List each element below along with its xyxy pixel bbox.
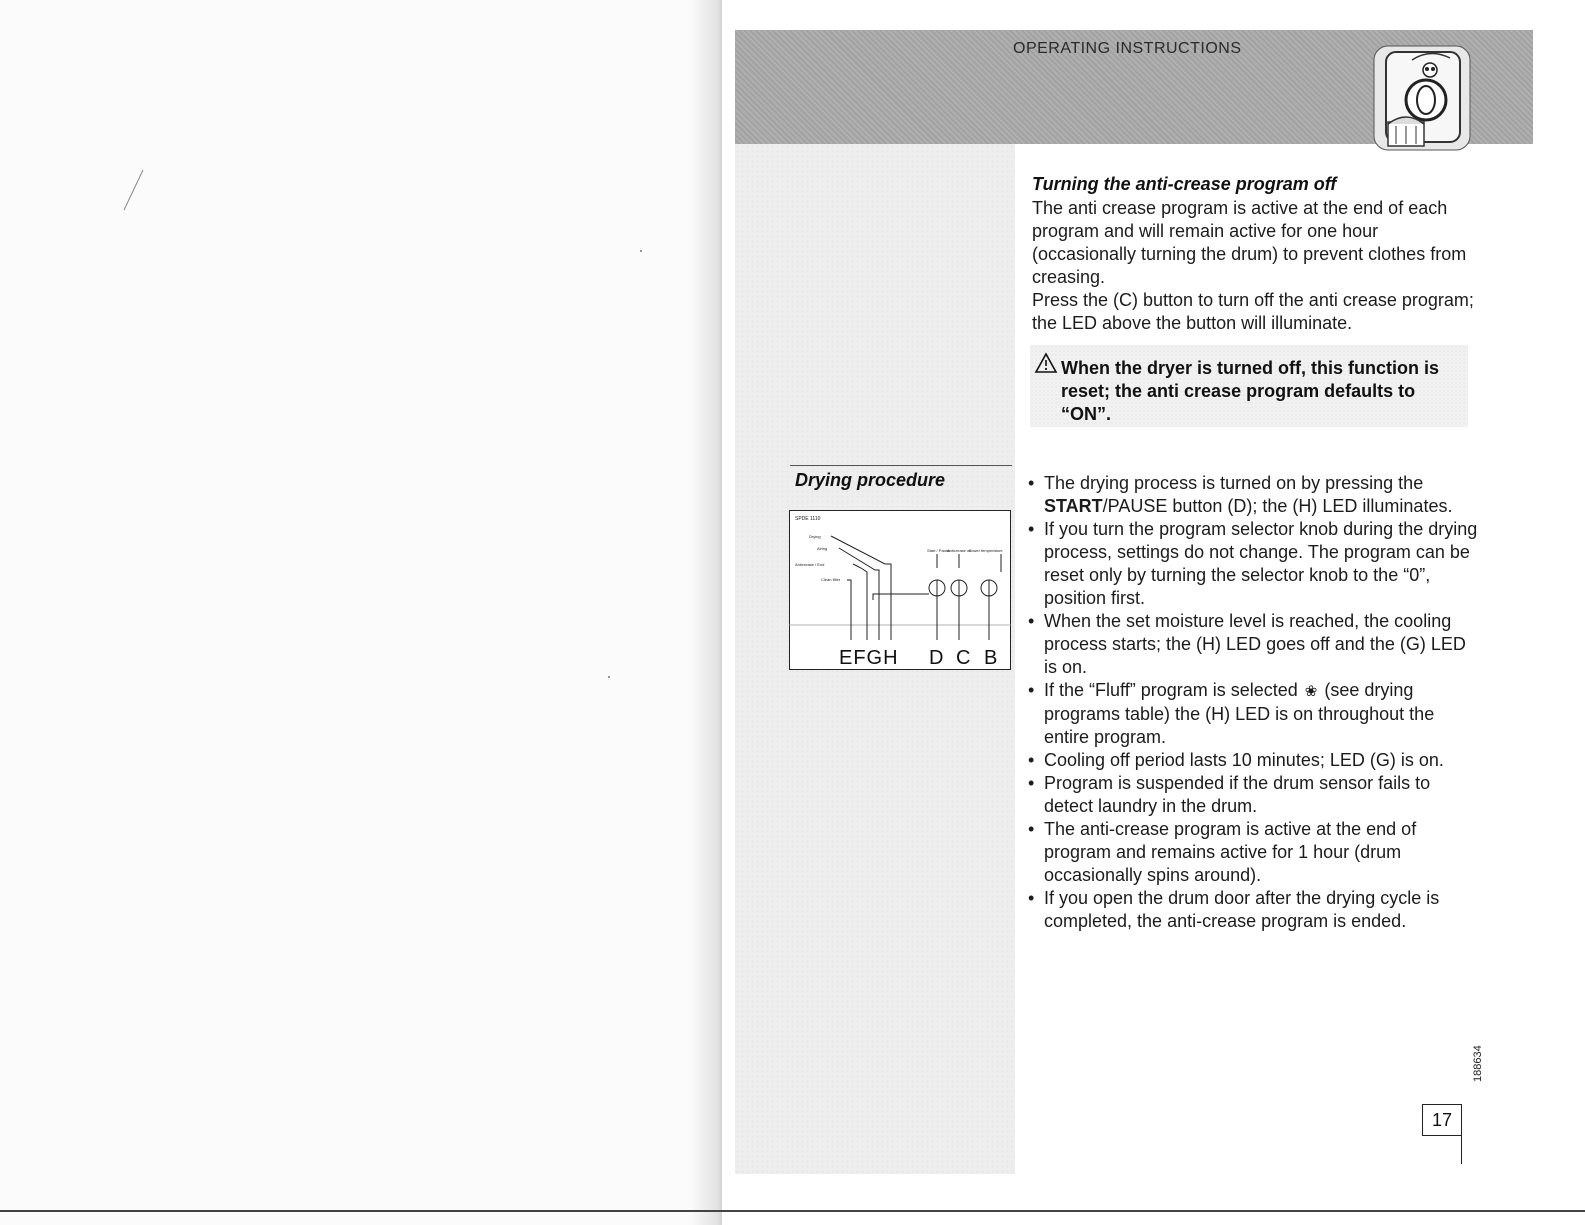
speck [608,676,610,678]
start-keyword: START [1044,496,1103,516]
list-item-text-before: If the “Fluff” program is selected [1044,680,1298,700]
control-panel-diagram [789,510,1011,670]
left-blank-page [0,0,722,1225]
list-item: • When the set moisture level is reached, the cooling process starts; the (H) LED goes off and the (G) LED is on. [1028,610,1483,679]
list-item: • If you open the drum door after the drying cycle is completed, the anti-crease program is ended. [1028,887,1483,933]
panel-letter-b: B [984,647,998,669]
anti-crease-paragraph-2: Press the (C) button to turn off the anti crease program; the LED above the button will illuminate. [1032,290,1474,333]
warning-text: When the dryer is turned off, this function is reset; the anti crease program defaults to “ON”. [1061,358,1440,424]
list-item-rest: /PAUSE button (D); the (H) LED illuminates. [1102,496,1453,516]
list-item-text-after: (see drying programs table) the (H) LED is on throughout the entire program. [1044,680,1435,747]
drying-procedure-list [1028,472,1483,933]
list-item [1028,679,1483,749]
list-item: • If you turn the program selector knob during the drying process, settings do not change. The program can be reset only by turning the selector knob to the “0”, position first. [1028,518,1483,610]
dryer-illustration [1370,44,1474,152]
panel-label-airing: Airing [817,546,828,551]
anti-crease-body [1032,197,1482,335]
page-number: 17 [1422,1104,1462,1136]
panel-label-start-pause: Start / Pause [927,548,951,553]
panel-label-clean-filter: Clean filter [821,577,841,582]
list-item: • Program is suspended if the drum sensor fails to detect laundry in the drum. [1028,772,1483,818]
page-number-rule [1461,1104,1462,1164]
panel-label-anticrease: Anticrease / End [795,562,825,567]
document-code: 188634 [1472,1045,1484,1082]
panel-letter-c: C [956,647,971,669]
list-item: • The anti-crease program is active at the end of program and remains active for 1 hour (drum occasionally spins around). [1028,818,1483,887]
warning-triangle-icon [1034,352,1058,374]
panel-label-anticrease-off: Anticrease off [947,548,972,553]
page-header-title: OPERATING INSTRUCTIONS [1013,40,1242,57]
speck [640,250,642,252]
panel-label-lower-temp: Lower temperature [969,548,1003,553]
panel-model-label: SPDE 1110 [795,516,821,522]
drying-procedure-heading: Drying procedure [795,470,946,490]
fluff-fan-icon: ❀ [1304,683,1318,700]
panel-label-drying: Drying [809,534,821,539]
panel-letter-d: D [929,647,944,669]
pencil-mark [118,165,148,215]
side-heading-rule [790,465,1012,466]
anti-crease-section-title: Turning the anti-crease program off [1032,174,1337,194]
list-item [1028,472,1483,518]
list-item: • Cooling off period lasts 10 minutes; LED (G) is on. [1028,749,1483,772]
panel-letters-efgh: EFGH [839,647,899,669]
list-item-prefix: The drying process is turned on by pressing the [1044,473,1424,493]
bottom-rule [0,1210,1585,1212]
anti-crease-paragraph-1: The anti crease program is active at the end of each program and will remain active for one hour (occasionally turning the drum) to prevent clothes from creasing. [1032,198,1467,287]
